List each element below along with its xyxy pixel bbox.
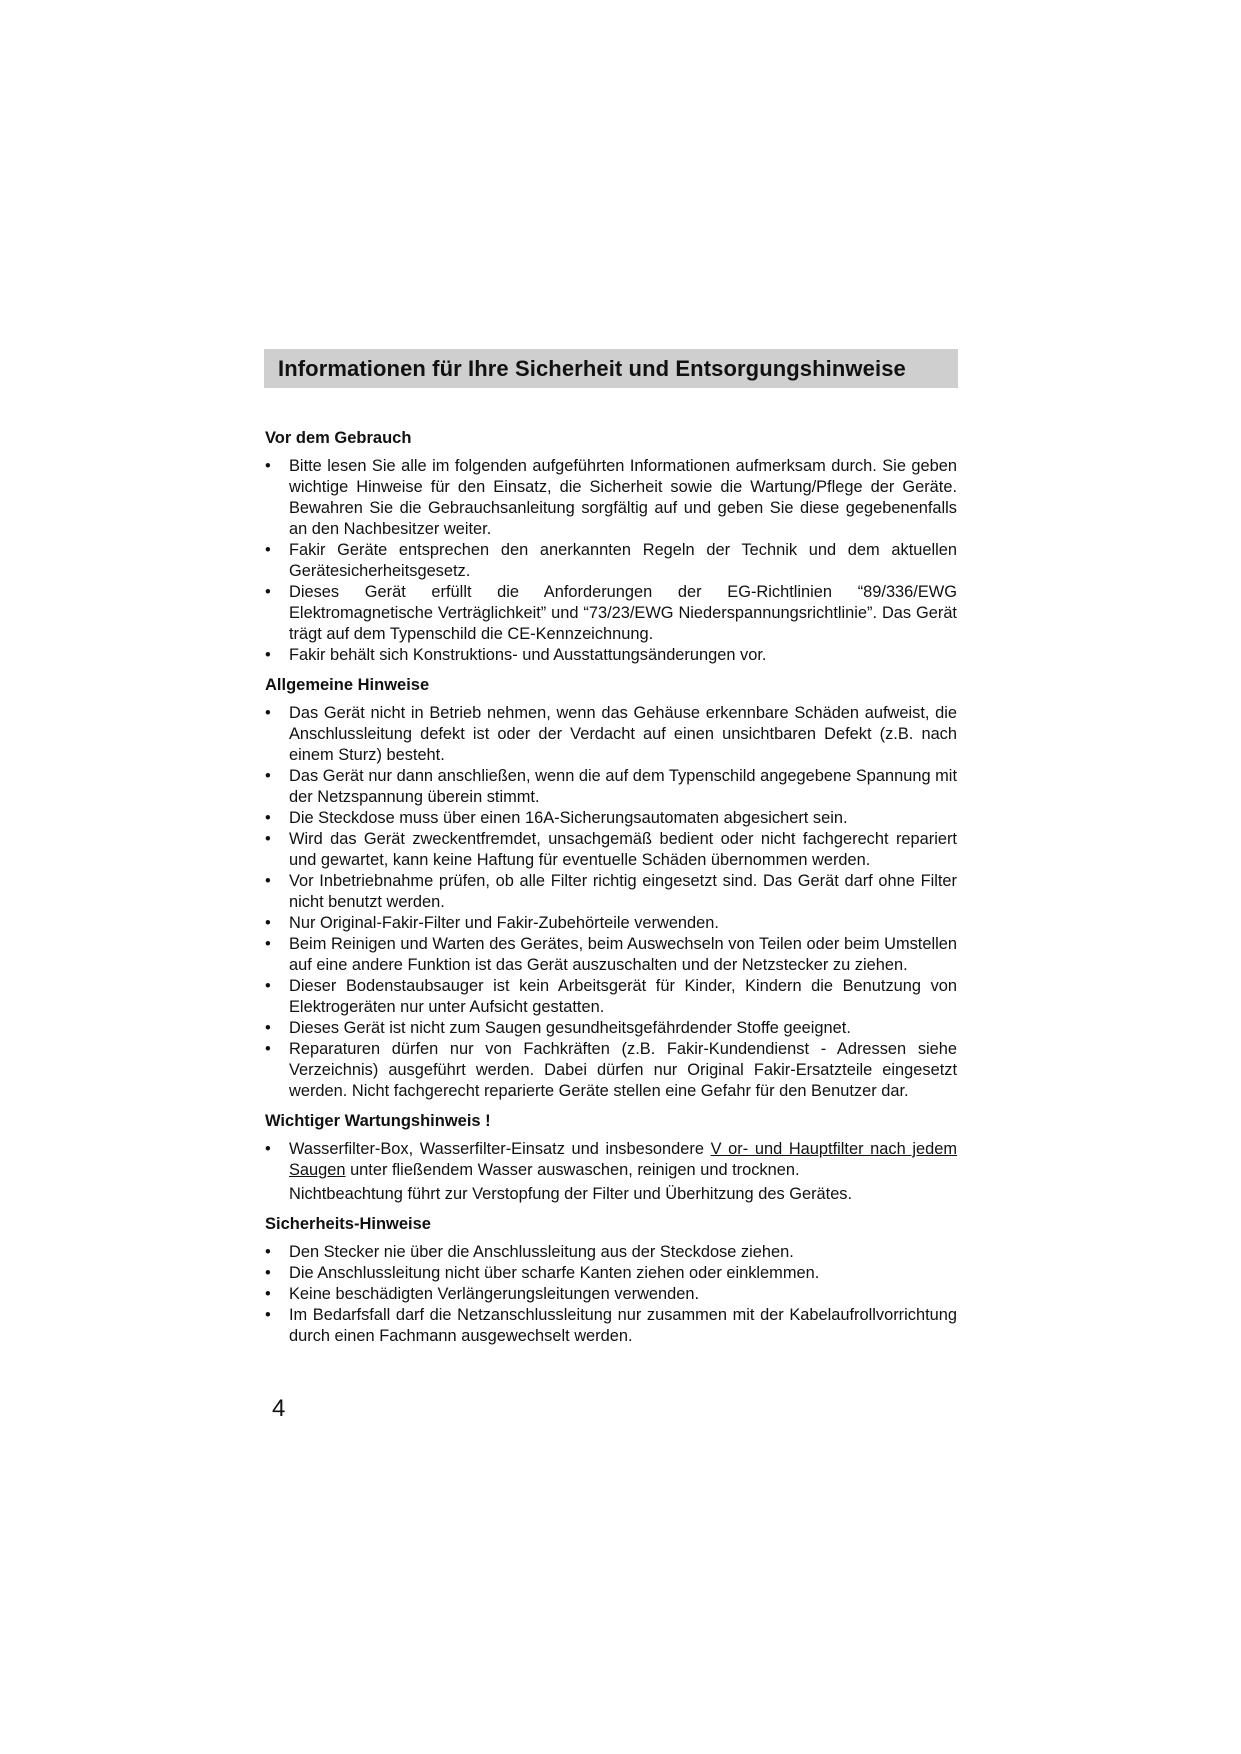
bullet-icon: • (265, 914, 271, 932)
bullet-icon: • (265, 872, 271, 890)
bullet-icon: • (265, 1264, 271, 1282)
bullet-icon: • (265, 1285, 271, 1303)
maintenance-note: Nichtbeachtung führt zur Verstopfung der Filter und Überhitzung des Gerätes. (289, 1185, 853, 1203)
bullet-icon: • (265, 704, 271, 722)
section-safety (265, 1214, 957, 1347)
page-title: Informationen für Ihre Sicherheit und Entsorgungshinweise (278, 355, 906, 381)
bullet-icon: • (265, 541, 271, 559)
bullet-icon: • (265, 1019, 271, 1037)
list-item: • Die Anschlussleitung nicht über scharfe Kanten ziehen oder einklemmen. (265, 1264, 820, 1282)
section-heading-safety: Sicherheits-Hinweise (265, 1215, 431, 1233)
section-heading-before-use: Vor dem Gebrauch (265, 429, 412, 447)
section-general (265, 675, 957, 1102)
page-number: 4 (272, 1395, 286, 1422)
list-item: • Fakir behält sich Konstruktions- und Ausstattungsänderungen vor. (265, 646, 767, 664)
bullet-icon: • (265, 809, 271, 827)
bullet-icon: • (265, 830, 271, 848)
document-body (265, 428, 957, 1356)
bullet-icon: • (265, 977, 271, 995)
list-item: • Das Gerät nicht in Betrieb nehmen, wenn das Gehäuse erkennbare Schäden aufweist, die Anschlussleitung defekt ist oder der Verdacht auf einen unsichtbaren Defekt (z.B. nach einem Sturz) besteht. (265, 704, 957, 764)
list-item: • Dieses Gerät erfüllt die Anforderungen der EG-Richtlinien “89/336/EWG Elektromagnetische Verträglichkeit” und “73/23/EWG Niederspannungsrichtlinie”. Das Gerät trägt auf dem Typenschild die CE-Kennzeichnung. (265, 583, 957, 643)
list-item: • Die Steckdose muss über einen 16A-Sicherungsautomaten abgesichert sein. (265, 809, 848, 827)
bullet-list-safety (265, 1242, 957, 1347)
bullet-list-maintenance (265, 1139, 957, 1181)
section-maintenance (265, 1111, 957, 1205)
bullet-icon: • (265, 767, 271, 785)
list-item: • Reparaturen dürfen nur von Fachkräften (z.B. Fakir-Kundendienst - Adressen siehe Verzeichnis) ausgeführt werden. Dabei dürfen nur Original Fakir-Ersatzteile eingesetzt werden. Nicht fachgerecht reparierte Geräte stellen eine Gefahr für den Benutzer dar. (265, 1040, 957, 1100)
bullet-list-before-use (265, 456, 957, 666)
list-item: • Wird das Gerät zweckentfremdet, unsachgemäß bedient oder nicht fachgerecht repariert und gewartet, kann keine Haftung für eventuelle Schäden übernommen werden. (265, 830, 957, 869)
list-item: • Fakir Geräte entsprechen den anerkannten Regeln der Technik und dem aktuellen Gerätesicherheitsgesetz. (265, 541, 957, 580)
bullet-icon: • (265, 1140, 271, 1158)
title-banner (264, 349, 958, 388)
list-item: • Keine beschädigten Verlängerungsleitungen verwenden. (265, 1285, 700, 1303)
section-before-use (265, 428, 957, 666)
bullet-icon: • (265, 1306, 271, 1324)
section-heading-maintenance: Wichtiger Wartungshinweis ! (265, 1112, 491, 1130)
bullet-list-general (265, 703, 957, 1102)
bullet-icon: • (265, 1040, 271, 1058)
list-item: • Beim Reinigen und Warten des Gerätes, beim Auswechseln von Teilen oder beim Umstellen auf eine andere Funktion ist das Gerät auszuschalten und der Netzstecker zu ziehen. (265, 935, 957, 974)
list-item: • Bitte lesen Sie alle im folgenden aufgeführten Informationen aufmerksam durch. Sie geben wichtige Hinweise für den Einsatz, die Sicherheit sowie die Wartung/Pflege der Geräte. Bewahren Sie die Gebrauchsanleitung sorgfältig auf und geben Sie diese gegebenenfalls an den Nachbesitzer weiter. (265, 457, 957, 538)
bullet-icon: • (265, 583, 271, 601)
list-item: • Den Stecker nie über die Anschlussleitung aus der Steckdose ziehen. (265, 1243, 794, 1261)
bullet-icon: • (265, 1243, 271, 1261)
list-item: • Wasserfilter-Box, Wasserfilter-Einsatz und insbesondere V or- und Hauptfilter nach jedem Saugen unter fließendem Wasser auswaschen, reinigen und trocknen. (265, 1140, 958, 1179)
bullet-icon: • (265, 935, 271, 953)
list-item: • Dieses Gerät ist nicht zum Saugen gesundheitsgefährdender Stoffe geeignet. (265, 1019, 851, 1037)
list-item: • Dieser Bodenstaubsauger ist kein Arbeitsgerät für Kinder, Kindern die Benutzung von Elektrogeräten nur unter Aufsicht gestatten. (265, 977, 957, 1016)
list-item: • Nur Original-Fakir-Filter und Fakir-Zubehörteile verwenden. (265, 914, 719, 932)
list-item: • Das Gerät nur dann anschließen, wenn die auf dem Typenschild angegebene Spannung mit der Netzspannung überein stimmt. (265, 767, 957, 806)
section-heading-general: Allgemeine Hinweise (265, 676, 430, 694)
bullet-icon: • (265, 646, 271, 664)
list-item: • Vor Inbetriebnahme prüfen, ob alle Filter richtig eingesetzt sind. Das Gerät darf ohne Filter nicht benutzt werden. (265, 872, 957, 911)
emphasized-text: V or- und Hauptfilter nach jedem Saugen (289, 1140, 958, 1179)
list-item: • Im Bedarfsfall darf die Netzanschlussleitung nur zusammen mit der Kabelaufrollvorrichtung durch einen Fachmann ausgewechselt werden. (265, 1306, 957, 1345)
bullet-icon: • (265, 457, 271, 475)
